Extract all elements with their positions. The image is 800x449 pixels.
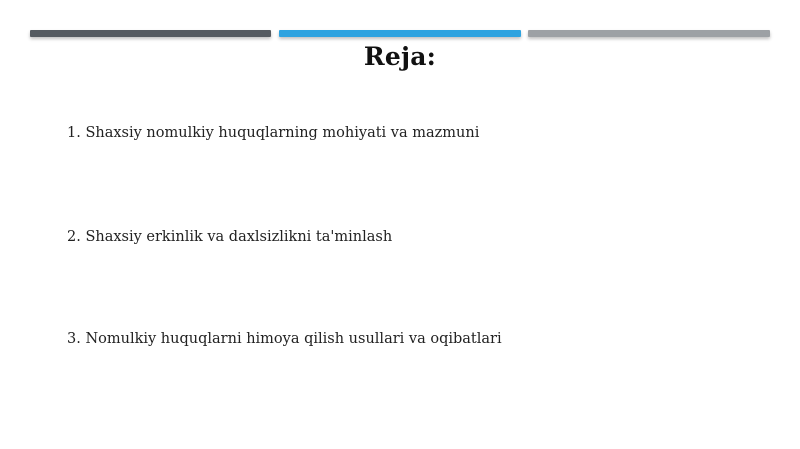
slide-title: Reja: [363,42,437,71]
header-bar-light-gray [528,30,770,37]
plan-item-2: 2. Shaxsiy erkinlik va daxlsizlikni ta'minlash [67,229,393,245]
header-bar-blue [279,30,521,37]
plan-item-1: 1. Shaxsiy nomulkiy huquqlarning mohiyati va mazmuni [67,125,480,141]
header-bar-dark-gray [30,30,271,37]
plan-item-3: 3. Nomulkiy huquqlarni himoya qilish usullari va oqibatlari [67,331,502,347]
